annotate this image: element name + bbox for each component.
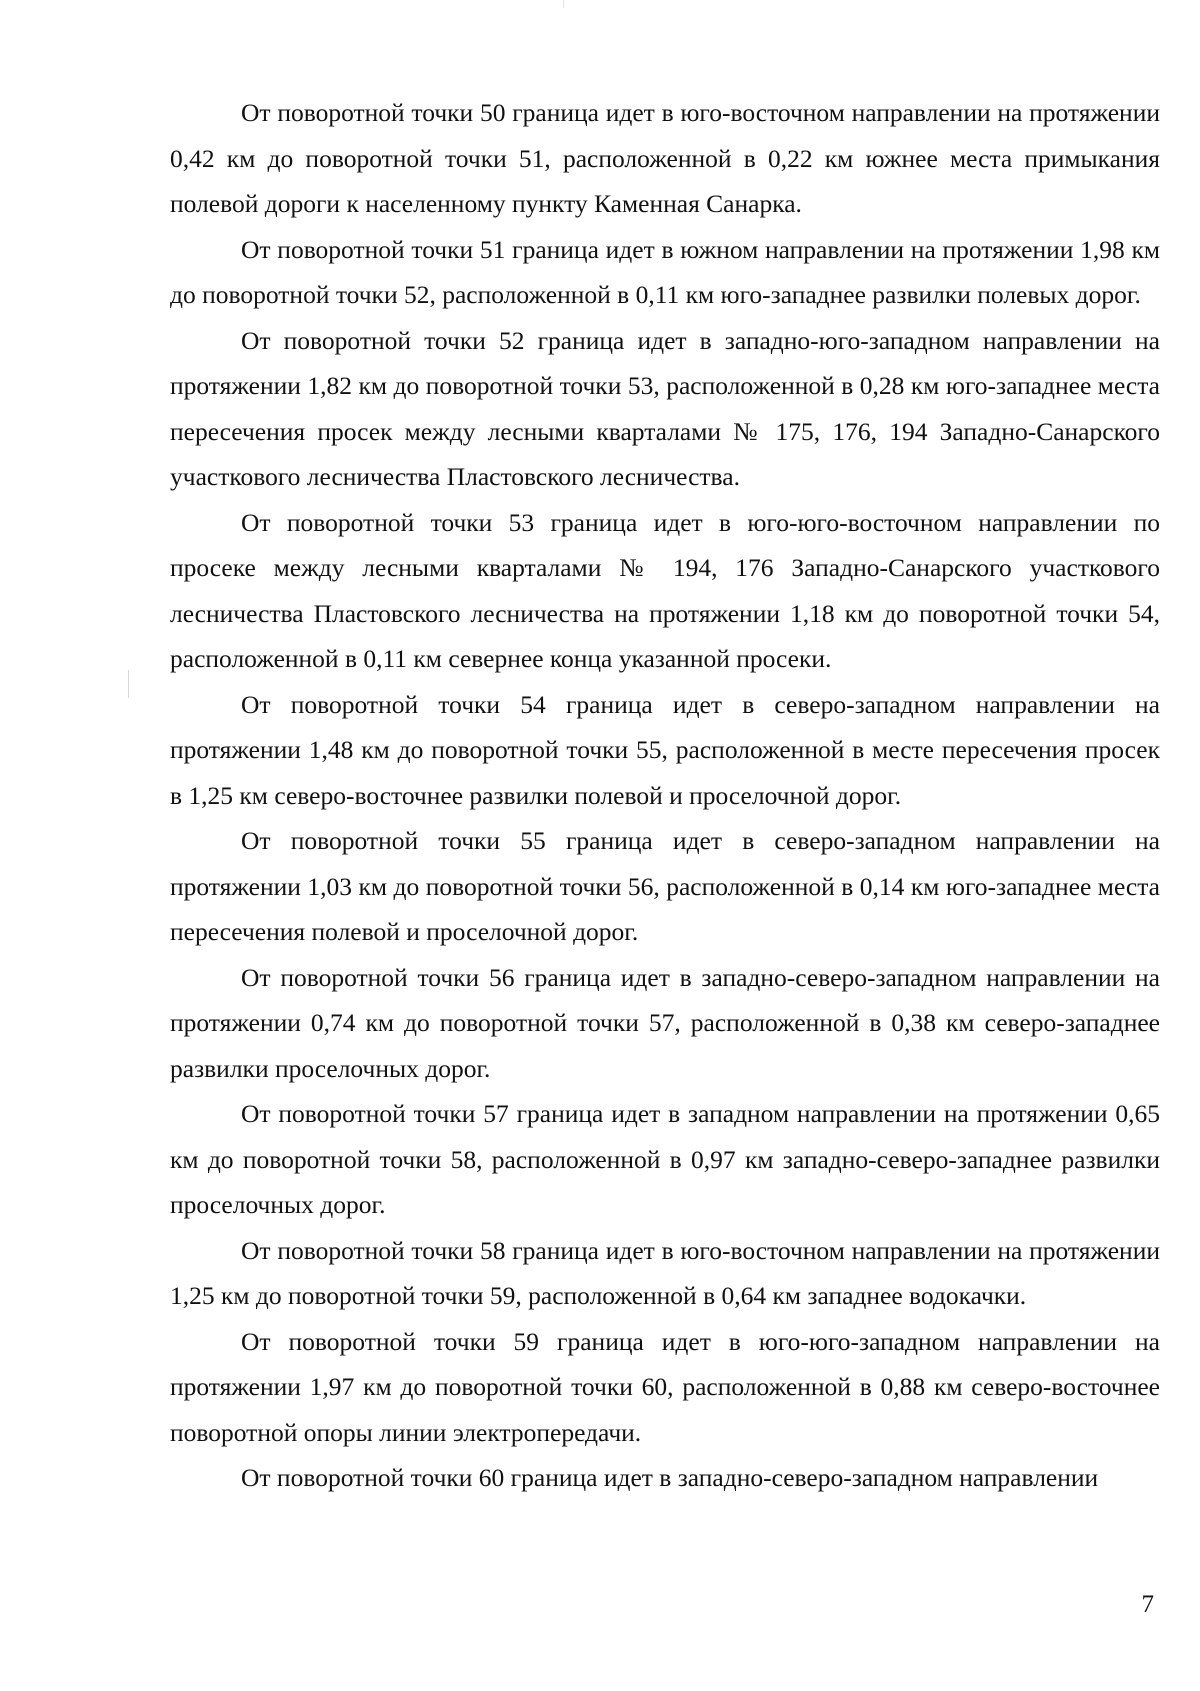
paragraph-point-52: От поворотной точки 52 граница идет в западно-юго-западном направлении на протяжении 1,82 км до поворотной точки 53, расположенной в 0,28 км юго-западнее места пересечения просек между лесными кварталами № 175, 176, 194 Западно-Санарского участкового лесничества Пластовского лесничества. — [170, 325, 1160, 491]
paragraph-point-51: От поворотной точки 51 граница идет в южном направлении на протяжении 1,98 км до поворотной точки 52, расположенной в 0,11 км юго-западнее развилки полевых дорог. — [170, 234, 1160, 309]
paragraph-point-50: От поворотной точки 50 граница идет в юго-восточном направлении на протяжении 0,42 км до поворотной точки 51, расположенной в 0,22 км южнее места примыкания полевой дороги к населенному пункту Каменная Санарка. — [170, 98, 1160, 218]
scan-artifact — [128, 670, 129, 698]
paragraph-point-57: От поворотной точки 57 граница идет в западном направлении на протяжении 0,65 км до поворотной точки 58, расположенной в 0,97 км западно-северо-западнее развилки проселочных дорог. — [170, 1099, 1160, 1219]
scan-artifact — [563, 0, 564, 8]
paragraph-point-60: От поворотной точки 60 граница идет в западно-северо-западном направлении — [241, 1463, 1099, 1492]
paragraph-point-58: От поворотной точки 58 граница идет в юго-восточном направлении на протяжении 1,25 км до поворотной точки 59, расположенной в 0,64 км западнее водокачки. — [170, 1235, 1160, 1310]
paragraph-point-59: От поворотной точки 59 граница идет в юго-юго-западном направлении на протяжении 1,97 км до поворотной точки 60, расположенной в 0,88 км северо-восточнее поворотной опоры линии электропередачи. — [170, 1326, 1160, 1447]
page-number: 7 — [1141, 1591, 1154, 1618]
paragraph-point-53: От поворотной точки 53 граница идет в юго-юго-восточном направлении по просеке между лесными кварталами № 194, 176 Западно-Санарского участкового лесничества Пластовского лесничества на протяжении 1,18 км до поворотной точки 54, расположенной в 0,11 км севернее конца указанной просеки. — [170, 507, 1160, 673]
paragraph-point-56: От поворотной точки 56 граница идет в западно-северо-западном направлении на протяжении 0,74 км до поворотной точки 57, расположенной в 0,38 км северо-западнее развилки проселочных дорог. — [170, 962, 1160, 1083]
document-body — [170, 90, 1160, 1501]
paragraph-point-54: От поворотной точки 54 граница идет в северо-западном направлении на протяжении 1,48 км до поворотной точки 55, расположенной в месте пересечения просек в 1,25 км северо-восточнее развилки полевой и проселочной дорог. — [170, 689, 1160, 810]
paragraph-point-55: От поворотной точки 55 граница идет в северо-западном направлении на протяжении 1,03 км до поворотной точки 56, расположенной в 0,14 км юго-западнее места пересечения полевой и проселочной дорог. — [170, 826, 1160, 946]
